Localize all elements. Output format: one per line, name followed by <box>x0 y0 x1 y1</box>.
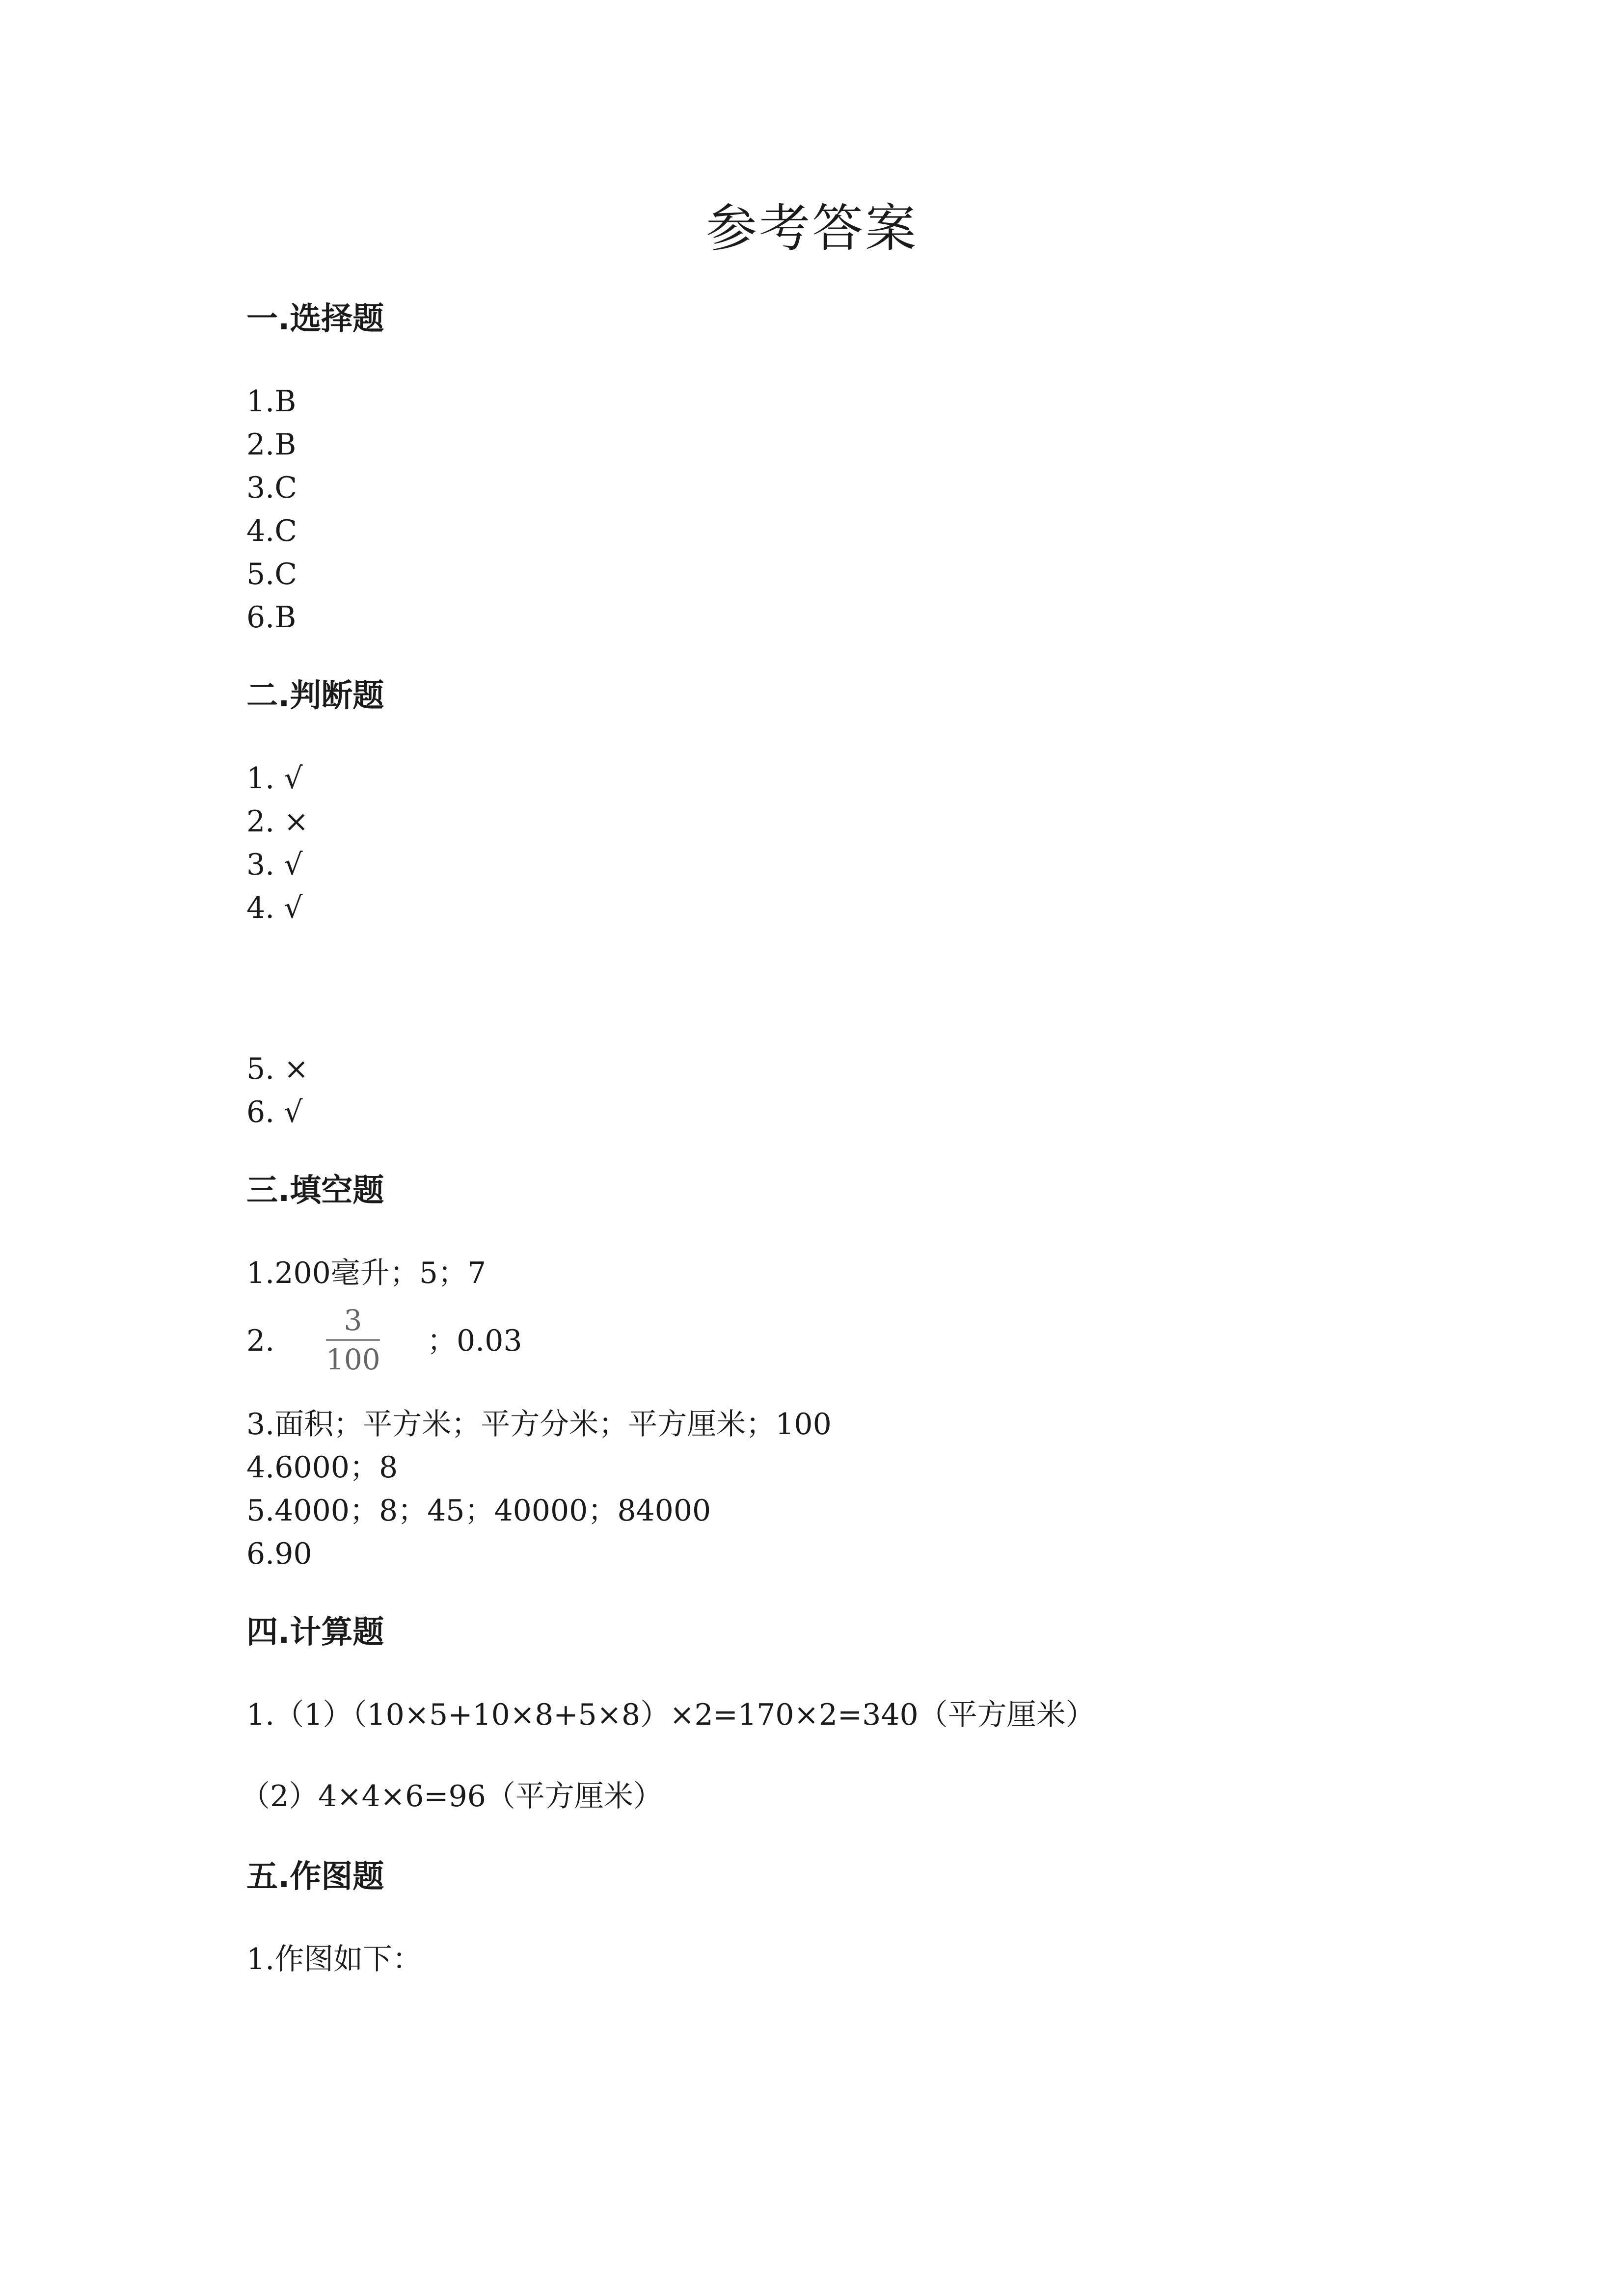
choice-answer-6: 6.B <box>246 600 297 635</box>
fraction-bar <box>326 1339 380 1341</box>
judge-answer-6: 6. √ <box>246 1095 303 1129</box>
fill-answer-1: 1.200毫升；5；7 <box>246 1256 487 1290</box>
fill-answer-2-number: 2. <box>246 1324 275 1358</box>
choice-answer-4: 4.C <box>246 514 298 548</box>
section-heading-choice: 一.选择题 <box>246 301 384 337</box>
page-title: 参考答案 <box>705 198 918 258</box>
fraction-3-over-100 <box>326 1305 380 1375</box>
fill-answer-4: 4.6000；8 <box>246 1450 398 1485</box>
choice-answer-1: 1.B <box>246 384 297 419</box>
judge-answer-5: 5. × <box>246 1052 309 1086</box>
fill-answer-2-rest: ；0.03 <box>427 1324 522 1358</box>
fraction-denominator: 100 <box>326 1343 380 1376</box>
fill-answer-6: 6.90 <box>246 1537 312 1571</box>
calc-answer-2: （2）4×4×6=96（平方厘米） <box>241 1779 663 1814</box>
fill-answer-5: 5.4000；8；45；40000；84000 <box>246 1494 711 1528</box>
choice-answer-3: 3.C <box>246 471 298 505</box>
judge-answer-3: 3. √ <box>246 848 303 882</box>
section-heading-judge: 二.判断题 <box>246 678 384 714</box>
judge-answer-1: 1. √ <box>246 761 303 796</box>
judge-answer-2: 2. × <box>246 804 309 839</box>
choice-answer-5: 5.C <box>246 557 298 591</box>
judge-answer-4: 4. √ <box>246 891 303 925</box>
draw-answer-1: 1.作图如下： <box>246 1942 422 1976</box>
calc-answer-1: 1.（1）（10×5+10×8+5×8）×2=170×2=340（平方厘米） <box>246 1698 1095 1732</box>
choice-answer-2: 2.B <box>246 427 297 462</box>
fill-answer-3: 3.面积；平方米；平方分米；平方厘米；100 <box>246 1407 832 1442</box>
section-heading-fill: 三.填空题 <box>246 1173 384 1209</box>
section-heading-draw: 五.作图题 <box>246 1859 384 1895</box>
fraction-numerator: 3 <box>344 1304 362 1337</box>
section-heading-calc: 四.计算题 <box>246 1614 384 1651</box>
